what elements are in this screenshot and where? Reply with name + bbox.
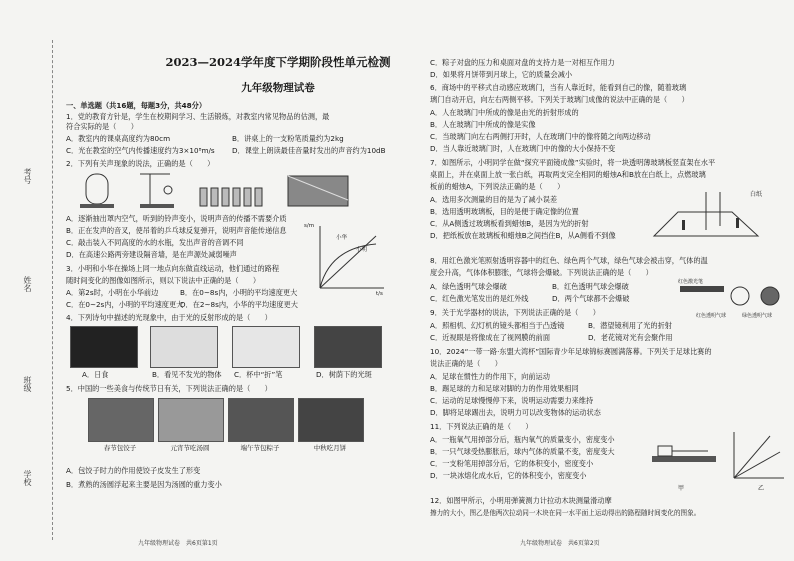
q3-series-xiaohua: 小华 [336,235,348,241]
q10-stem-line1: 10．2024“一带一路·东盟大湾杯”国际青少年足球锦标赛圆满落幕。下列关于足球比赛的 [430,347,712,356]
q12-stem-line1: 12．如图甲所示，小明用弹簧测力计拉动木块测量滑动摩 [430,496,612,505]
q4-stem: 4．下列诗句中描述的光现象中，由于光的反射形成的是（ ） [66,313,272,322]
q5-option-a: A．包饺子时力的作用使饺子皮发生了形变 [66,466,201,475]
margin-label-exam-no: 考号 [23,168,32,184]
q2-option-b: B．正在发声的音叉，使吊着的乒乓球反复弹开，说明声音能传递信息 [66,226,287,235]
q7-option-a: A．选用多次测量的目的是为了减小误差 [430,195,558,204]
distance-time-figure [734,432,784,478]
q11-option-d: D．一块冰熔化成水后，它的体积变小，密度变小 [430,471,587,480]
q11-option-a: A．一瓶氧气用掉部分后，瓶内氧气的质量变小，密度变小 [430,435,615,444]
q3-option-a: A．第2s时，小明在小华前边 [66,288,159,297]
q7-paper-label: 白纸 [750,191,763,198]
q4-eclipse-image [70,326,138,368]
q5-dumpling-image [88,398,154,442]
q6-option-b: B．人在玻璃门中所成的像是实像 [430,120,536,129]
q12-label-yi: 乙 [758,485,765,492]
q12-stem-line2: 擦力的大小，图乙是他两次拉动同一木块在同一水平面上运动得出的路程随时间变化的图象。 [430,509,701,517]
q1-stem-line2: 符合实际的是（ ） [66,122,138,131]
q4-option-d: D．树荫下的光斑 [316,370,372,379]
q1-option-a: A．教室内的课桌高度约为80cm [66,134,171,143]
q10-option-a: A．足球在惯性力的作用下，向前运动 [430,372,550,381]
q4-option-a: A．日食 [82,370,109,379]
q5-caption-1: 春节包饺子 [103,444,137,452]
q3-ylabel: s/m [304,223,315,229]
q4-tree-shade-image [314,326,382,368]
q3-option-c: C．在0~2s内，小明的平均速度更大 [66,300,184,309]
q8-caption-laser: 红色激光笔 [678,279,704,285]
q9-option-c: C．近视眼是将像成在了视网膜的前面 [430,333,551,342]
left-page-footer: 九年级物理试卷 共6页第1页 [138,540,218,547]
q6-stem-line2: 璃门自动开启，向左右两侧平移。下列关于玻璃门成像的说法中正确的是（ ） [430,95,689,104]
q5-option-b: B．煮熟的汤圆浮起来主要是因为汤圆的重力变小 [66,480,222,489]
q9-option-a: A．照相机、幻灯机的镜头都相当于凸透镜 [430,321,565,330]
q4-glass-image [232,326,300,368]
q6-stem-line1: 6．商场中的平移式自动感应玻璃门，当有人靠近时，能看到自己的像，随着玻璃 [430,83,687,92]
q4-person-image [150,326,218,368]
q2-stem: 2．下列有关声现象的说法，正确的是（ ） [66,159,215,168]
q3-distance-time-graph [308,222,388,300]
q10-stem-line2: 说法正确的是（ ） [430,359,502,368]
q3-option-d: D．在2~8s内，小华的平均速度更大 [180,300,298,309]
q1-option-b: B．讲桌上的一支粉笔质量约为2kg [232,134,344,143]
q3-stem-line1: 3．小明和小华在操场上同一地点向东做直线运动，他们通过的路程 [66,264,280,273]
q8-stem-line2: 度会升高，气体体积膨胀，气球将会爆破。下列说法正确的是（ ） [430,268,653,277]
q4-option-b: B．看见不发光的物体 [152,370,222,379]
q7-stem-line1: 7．如图所示，小明同学在做“探究平面镜成像”实验时，将一块透明薄玻璃板竖直架在水平 [430,158,716,167]
q6-option-c: C．当玻璃门向左右两侧打开时，人在玻璃门中的像将随之向两边移动 [430,132,651,141]
q3-xlabel: t/s [376,291,383,297]
q5-stem: 5．中国的一些美食与传统节日有关，下列说法正确的是（ ） [66,384,272,393]
q2-option-a: A．逐渐抽出罩内空气，听到的铃声变小，说明声音的传播不需要介质 [66,214,287,223]
bell-jar-figure [80,174,114,208]
q5-caption-4: 中秋吃月饼 [313,444,347,452]
q8-caption-green-balloon: 绿色透明气球 [742,313,773,319]
q5-caption-3: 端午节包粽子 [240,444,280,452]
exam-title: 2023—2024学年度下学期阶段性单元检测 [165,55,391,69]
q10-option-c: C．运动的足球慢慢停下来，说明运动需要力来维持 [430,396,594,405]
binding-margin [0,0,68,561]
q3-series-xiaoming: 小明 [356,247,368,253]
seal-line [52,40,53,540]
q8-option-c: C．红色激光笔发出的是红外线 [430,294,529,303]
q10-option-d: D．脚将足球踢出去，说明力可以改变物体的运动状态 [430,408,601,417]
q7-option-d: D．把纸板放在玻璃板和蜡烛B之间挡住B，从A侧看不到像 [430,231,616,240]
q5-mooncake-image [298,398,364,442]
q5-zongzi-image [228,398,294,442]
q9-option-b: B．潜望镜利用了光的折射 [588,321,672,330]
q2-option-d: D．在高速公路两旁建设隔音墙，是在声源处减弱噪声 [66,250,237,259]
q3-option-b: B．在0~8s内，小明的平均速度更大 [180,288,298,297]
q1-option-d: D．课堂上朗读最佳音量时发出的声音约为10dB [232,146,386,155]
q4-option-c: C．杯中“折”笔 [234,370,283,379]
q7-stem-line3: 板前的蜡烛A，下列说法正确的是（ ） [430,182,565,191]
q9-stem: 9．关于光学器材的说法，下列说法正确的是（ ） [430,308,600,317]
q6-option-d: D．当人靠近玻璃门时，人在玻璃门中的像的大小保持不变 [430,144,616,153]
right-page-footer: 九年级物理试卷 共6页第2页 [520,540,600,547]
q12-label-jia: 甲 [678,485,685,492]
friction-setup-figure [652,446,716,462]
noise-barrier-figure [288,176,348,206]
q5-caption-2: 元宵节吃汤圆 [170,444,210,452]
q2-figures [70,170,418,210]
q7-option-b: B．选用透明玻璃板，目的是便于确定像的位置 [430,207,579,216]
q12-friction-figures [648,428,788,492]
q8-stem-line1: 8．用红色激光笔照射透明容器中的红色、绿色两个气球，绿色气球会被击穿，气体的温 [430,256,708,265]
q2-option-c: C．敲击装入不同高度的水的水瓶，发出声音的音调不同 [66,238,244,247]
q6-option-a: A．人在玻璃门中所成的像是由光的折射形成的 [430,108,579,117]
q5-tangyuan-image [158,398,224,442]
q5-option-c: C．粽子对盘的压力和桌面对盘的支持力是一对相互作用力 [430,58,615,67]
q8-option-a: A．绿色透明气球会爆破 [430,282,507,291]
q7-option-c: C．从A侧透过玻璃板看到蜡烛B，是因为光的折射 [430,219,589,228]
q8-option-b: B．红色透明气球会爆破 [552,282,629,291]
q1-option-c: C．光在教室的空气内传播速度约为3×10⁸m/s [66,146,215,155]
margin-label-class: 班级 [23,376,32,392]
margin-label-name: 姓名 [23,276,32,292]
exam-subtitle: 九年级物理试卷 [241,82,315,94]
q5-option-d: D．如果将月饼带到月球上，它的质量会减小 [430,70,573,79]
q9-option-d: D．老花镜对光有会聚作用 [588,333,673,342]
q3-stem-line2: 随时间变化的图像如图所示，则以下说法中正确的是（ ） [66,276,261,285]
right-page [420,0,794,561]
tuning-fork-figure [140,174,174,208]
q10-option-b: B．踢足球的力和足球对脚的力的作用效果相同 [430,384,579,393]
q8-caption-red-balloon: 红色透明气球 [696,313,727,319]
q7-stem-line2: 桌面上，并在桌面上放一张白纸，再取两支完全相同的蜡烛A和B放在白纸上，点燃玻璃 [430,170,706,179]
margin-label-school: 学校 [23,470,32,486]
water-bottles-figure [200,188,262,206]
section-heading: 一、单选题（共16题，每题3分，共48分） [66,101,207,110]
q11-option-c: C．一支粉笔用掉部分后，它的体积变小，密度变小 [430,459,594,468]
q11-option-b: B．一只气球受热膨胀后，球内气体的质量不变，密度变大 [430,447,615,456]
q8-option-d: D．两个气球都不会爆破 [552,294,630,303]
q1-stem-line1: 1．党的教育方针是，学生在校期间学习、生活锻炼，对教室内常见物品的估测，最 [66,112,330,121]
q11-stem: 11．下列说法正确的是（ ） [430,422,533,431]
